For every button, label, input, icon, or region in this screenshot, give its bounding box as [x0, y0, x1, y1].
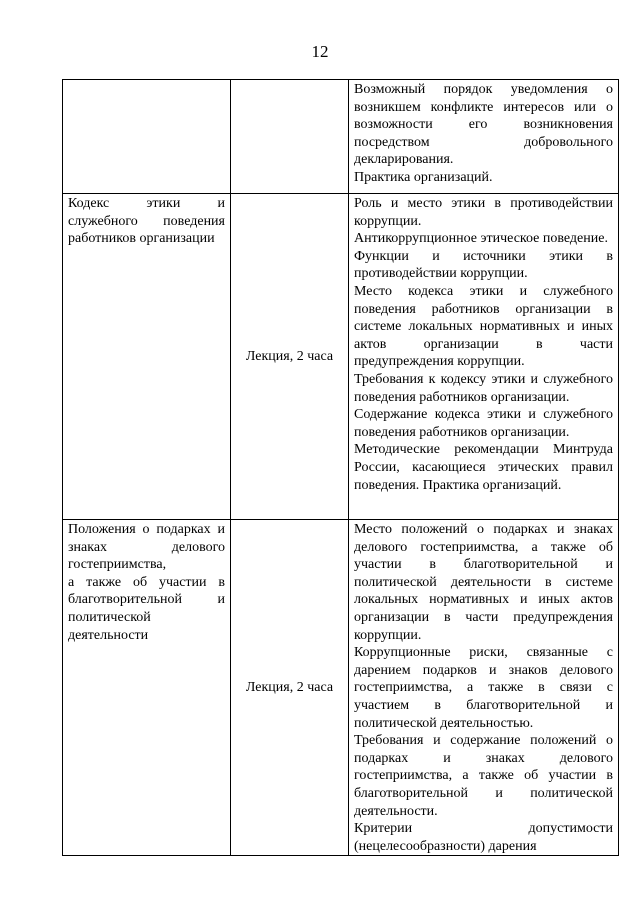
description-paragraph: Антикоррупционное этическое поведение. — [354, 231, 608, 247]
description-paragraph: Требования и содержание положений о подарках и знаках делового гостеприимства, а также об участии в благотворительной и политической деятельности. — [354, 733, 613, 819]
topic-text: а также об участии в благотворительной и политической деятельности — [68, 574, 225, 643]
topic-cell — [63, 194, 231, 520]
description-paragraph: Роль и место этики в противодействии коррупции. — [354, 196, 613, 229]
description-paragraph: Требования к кодексу этики и служебного поведения работников организации. — [354, 371, 613, 405]
curriculum-table — [62, 79, 619, 856]
topic-cell — [63, 80, 231, 194]
description-paragraph: Содержание кодекса этики и служебного поведения работников организации. — [354, 407, 613, 440]
table-row — [63, 194, 619, 520]
form-cell — [231, 80, 349, 194]
table-row — [63, 520, 619, 856]
description-paragraph: Критерии допустимости (нецелесообразности) дарения — [354, 821, 613, 854]
table-row — [63, 80, 619, 194]
description-paragraph: Практика организаций. — [354, 169, 493, 185]
description-paragraph: Место положений о подарках и знаках делового гостеприимства, а также об участии в благотворительной и политической деятельности в системе локальных нормативных и иных актов организации в части предупреждения коррупции. — [354, 522, 613, 643]
description-paragraph: Методические рекомендации Минтруда России, касающиеся этических правил поведения. Практика организаций. — [354, 442, 613, 493]
description-paragraph: Возможный порядок уведомления о возникшем конфликте интересов или о возможности его возникновения посредством добровольного декларирования. — [354, 82, 613, 168]
topic-cell — [63, 520, 231, 856]
description-paragraph: Коррупционные риски, связанные с дарением подарков и знаков делового гостеприимства, а также в связи с участием в благотворительной и политической деятельностью. — [354, 645, 613, 731]
description-paragraph: Место кодекса этики и служебного поведения работников организации в системе локальных нормативных и иных актов организации в части предупреждения коррупции. — [354, 283, 613, 370]
description-cell — [349, 194, 619, 520]
description-cell — [349, 520, 619, 856]
topic-text: Кодекс этики и служебного поведения работников организации — [68, 196, 225, 247]
description-cell — [349, 80, 619, 194]
form-cell: Лекция, 2 часа — [231, 520, 349, 856]
page-number: 12 — [311, 42, 329, 61]
form-cell: Лекция, 2 часа — [231, 194, 349, 520]
description-paragraph: Функции и источники этики в противодействии коррупции. — [354, 248, 613, 282]
topic-text: Положения о подарках и знаках делового гостеприимства, — [68, 522, 225, 573]
